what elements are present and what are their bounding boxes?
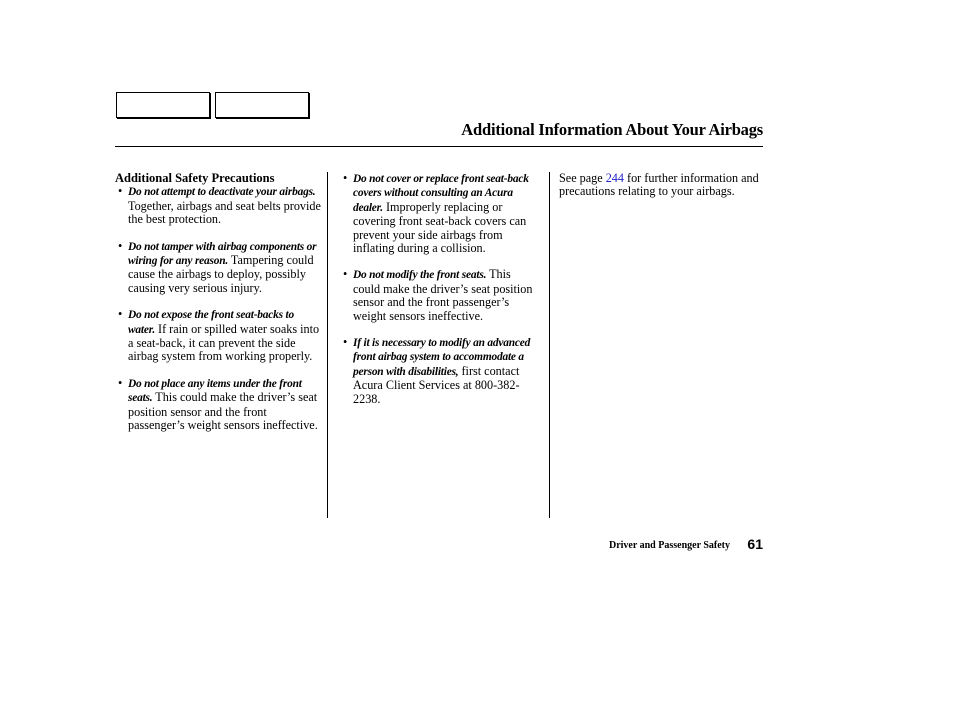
section-heading: Additional Safety Precautions — [115, 171, 275, 185]
list-item — [340, 336, 540, 406]
bullet-icon: • — [118, 238, 123, 253]
column-2 — [340, 172, 540, 419]
nav-box-next[interactable] — [215, 92, 309, 118]
reference-text-before: See page — [559, 171, 603, 185]
item-lead: Do not place any items under the front seats. — [128, 377, 302, 405]
column-3 — [559, 172, 763, 199]
item-body: Improperly replacing or covering front seat-back covers can prevent your side airbags from inflating during a collision. — [353, 199, 527, 256]
item-body: first contact Acura Client Services at 800-382-2238. — [353, 363, 520, 406]
item-body: This could make the driver’s seat position sensor and the front passenger’s weight sensors ineffective. — [128, 390, 318, 433]
column-divider — [549, 172, 550, 518]
item-lead: Do not tamper with airbag components or wiring for any reason. — [128, 240, 317, 268]
item-lead: Do not expose the front seat-backs to water. — [128, 309, 294, 336]
bullet-icon: • — [343, 171, 348, 185]
list-item — [115, 240, 321, 296]
item-body: Tampering could cause the airbags to deploy, possibly causing very serious injury. — [128, 253, 314, 295]
item-lead: Do not modify the front seats. — [353, 269, 487, 282]
list-item — [115, 308, 321, 364]
item-lead: If it is necessary to modify an advanced front airbag system to accommodate a person with disabilities, — [353, 337, 531, 378]
bullet-icon: • — [118, 375, 123, 390]
item-body: This could make the driver’s seat position sensor and the front passenger’s weight sensors ineffective. — [353, 267, 533, 323]
list-item — [115, 185, 321, 226]
nav-box-previous[interactable] — [116, 92, 210, 118]
bullet-icon: • — [343, 335, 348, 350]
page-number: 61 — [747, 536, 763, 552]
column-divider — [327, 172, 328, 518]
item-lead: Do not attempt to deactivate your airbags. — [128, 186, 316, 199]
list-item — [115, 377, 321, 433]
page-title: Additional Information About Your Airbags — [461, 120, 763, 139]
item-body: If rain or spilled water soaks into a seat-back, it can prevent the side airbag system from working properly. — [128, 321, 320, 364]
list-item — [340, 268, 540, 323]
title-rule — [115, 146, 763, 147]
item-body: Together, airbags and seat belts provide the best protection. — [128, 198, 321, 227]
bullet-icon: • — [118, 184, 123, 199]
page-link[interactable]: 244 — [605, 171, 624, 185]
list-item — [340, 172, 540, 255]
bullet-icon: • — [118, 307, 123, 322]
column-1 — [115, 172, 321, 446]
footer-section-label: Driver and Passenger Safety — [608, 540, 730, 551]
reference-text-after: for further information and precautions relating to your airbags. — [559, 171, 759, 199]
item-lead: Do not cover or replace front seat-back covers without consulting an Acura dealer. — [353, 173, 529, 214]
bullet-icon: • — [343, 267, 348, 282]
